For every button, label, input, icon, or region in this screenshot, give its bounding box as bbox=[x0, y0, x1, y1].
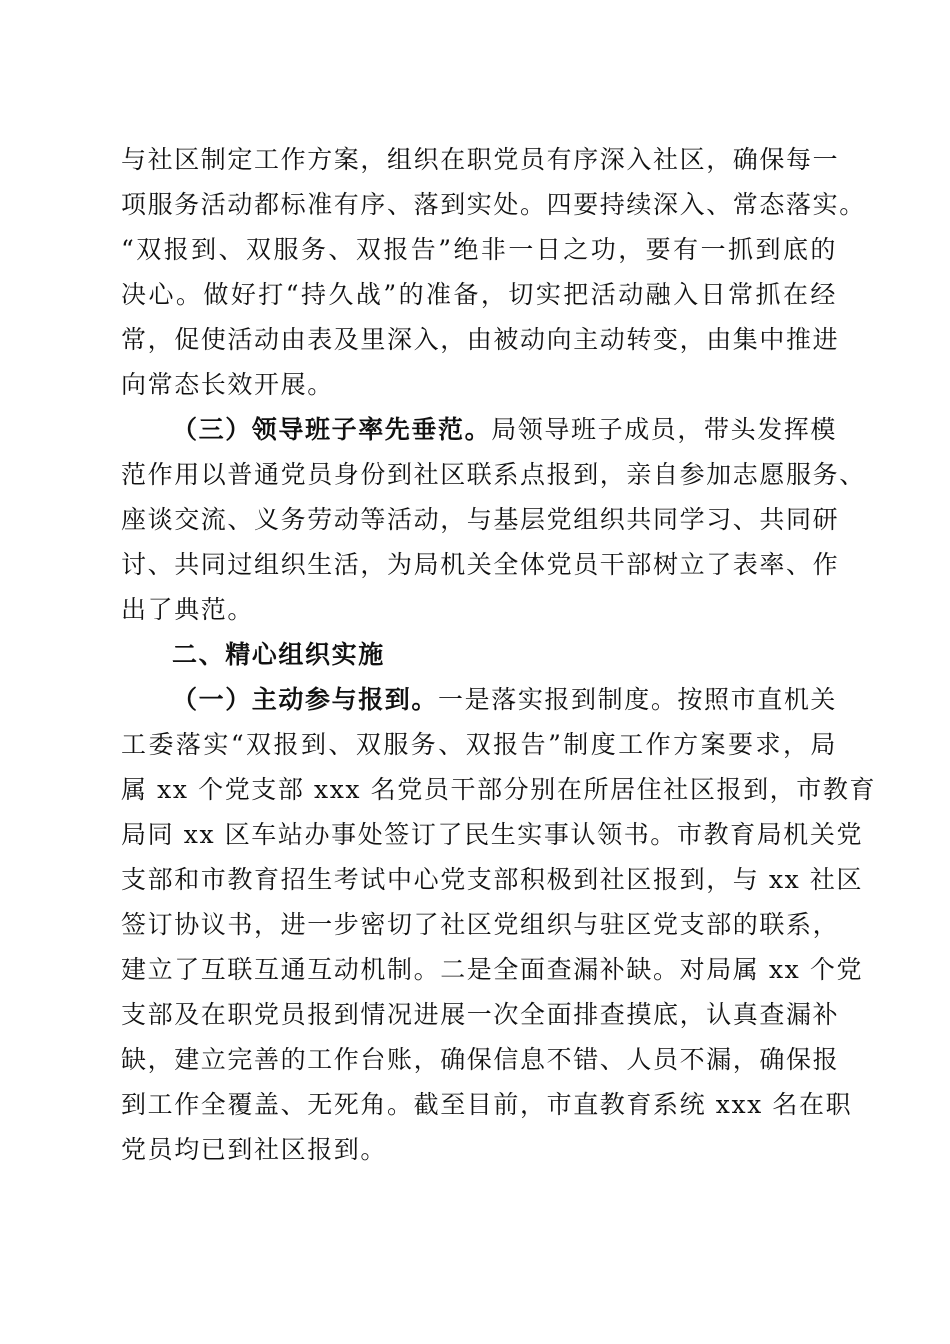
text-line: 决心。做好打“持久战”的准备，切实把活动融入日常抓在经 bbox=[121, 280, 837, 309]
text-line: 出了典范。 bbox=[121, 595, 255, 624]
text-line: 范作用以普通党员身份到社区联系点报到，亲自参加志愿服务、 bbox=[121, 460, 866, 489]
paragraph-lead-rest: 局领导班子成员，带头发挥模 bbox=[491, 415, 838, 444]
text-line: 缺，建立完善的工作台账，确保信息不错、人员不漏，确保报 bbox=[121, 1045, 840, 1074]
text-line: “双报到、双服务、双报告”绝非一日之功，要有一抓到底的 bbox=[121, 235, 837, 264]
text-line: 建立了互联互通互动机制。二是全面查漏补缺。对局属 xx 个党 bbox=[121, 955, 864, 984]
text-line: 常，促使活动由表及里深入，由被动向主动转变，由集中推进 bbox=[121, 325, 840, 354]
text-line: 工委落实“双报到、双服务、双报告”制度工作方案要求，局 bbox=[121, 730, 837, 759]
paragraph-lead-rest: 一是落实报到制度。按照市直机关 bbox=[438, 685, 838, 714]
paragraph-lead-heading: （三）领导班子率先垂范。 bbox=[172, 415, 492, 444]
text-line: 向常态长效开展。 bbox=[121, 370, 334, 399]
text-line: 签订协议书，进一步密切了社区党组织与驻区党支部的联系， bbox=[121, 910, 840, 939]
text-line: 属 xx 个党支部 xxx 名党员干部分别在所居住社区报到，市教育 bbox=[121, 775, 877, 804]
text-line: 支部及在职党员报到情况进展一次全面排查摸底，认真查漏补 bbox=[121, 1000, 840, 1029]
text-line: 局同 xx 区车站办事处签订了民生实事认领书。市教育局机关党 bbox=[121, 820, 864, 849]
text-line: 到工作全覆盖、无死角。截至目前，市直教育系统 xxx 名在职 bbox=[121, 1090, 853, 1119]
section-heading: 二、精心组织实施 bbox=[172, 640, 385, 669]
paragraph-first-line bbox=[172, 685, 837, 715]
text-line: 与社区制定工作方案，组织在职党员有序深入社区，确保每一 bbox=[121, 145, 840, 174]
text-line: 党员均已到社区报到。 bbox=[121, 1135, 388, 1164]
paragraph-lead-heading: （一）主动参与报到。 bbox=[172, 685, 439, 714]
text-line: 座谈交流、义务劳动等活动，与基层党组织共同学习、共同研 bbox=[121, 505, 840, 534]
text-line: 项服务活动都标准有序、落到实处。四要持续深入、常态落实。 bbox=[121, 190, 866, 219]
text-line: 支部和市教育招生考试中心党支部积极到社区报到，与 xx 社区 bbox=[121, 865, 864, 894]
text-line: 讨、共同过组织生活，为局机关全体党员干部树立了表率、作 bbox=[121, 550, 840, 579]
paragraph-first-line bbox=[172, 415, 837, 445]
